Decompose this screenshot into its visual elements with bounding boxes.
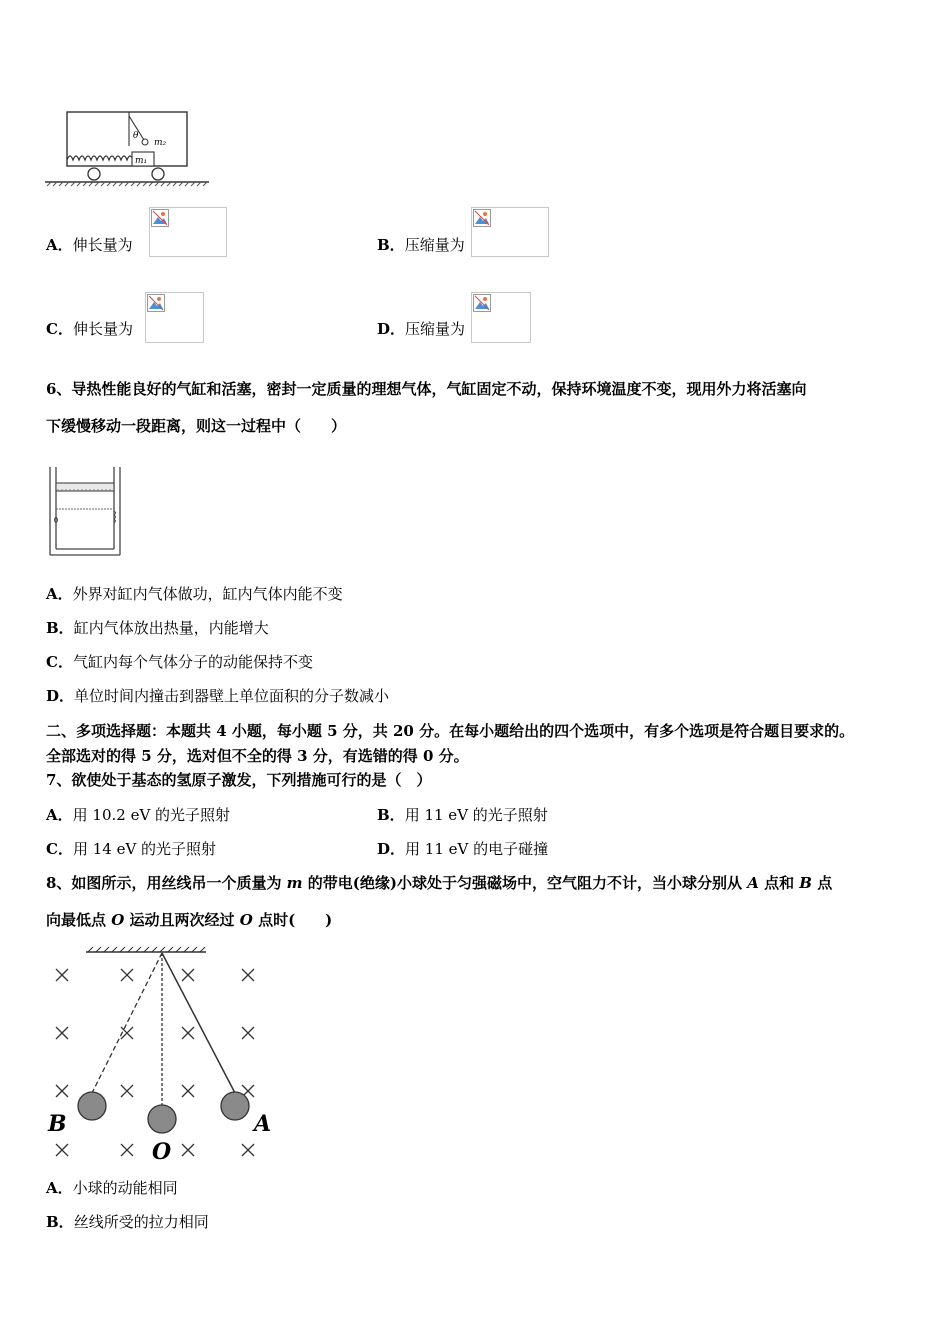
q5-option-a-letter: A． <box>46 236 73 254</box>
q6-option-d-text: 单位时间内撞击到器壁上单位面积的分子数减小 <box>74 687 390 705</box>
q6-stem-line1: 6、导热性能良好的气缸和活塞，密封一定质量的理想气体，气缸固定不动，保持环境温度不变，现用外力将活塞向 <box>46 380 807 398</box>
q5-option-a[interactable] <box>46 235 133 255</box>
q8-stem-text: 运动且两次经过 <box>124 911 240 929</box>
q8-label-o: O <box>152 1139 172 1165</box>
q8-label-b: B <box>48 1111 67 1137</box>
q7-option-a-text: 用 10.2 eV 的光子照射 <box>72 806 231 824</box>
q8-option-a[interactable] <box>46 1178 178 1198</box>
q6-option-d-letter: D． <box>46 687 75 705</box>
q7-option-c-letter: C． <box>46 840 73 858</box>
q8-stem-text: 8、如图所示，用丝线吊一个质量为 <box>46 874 287 892</box>
q7-option-c[interactable] <box>46 839 216 859</box>
q6-option-c-letter: C． <box>46 653 73 671</box>
q5-option-a-text: 伸长量为 <box>72 236 133 254</box>
q6-option-a-letter: A． <box>46 585 73 603</box>
q7-option-b-letter: B． <box>377 806 405 824</box>
q8-stem-text: 的带电(绝缘)小球处于匀强磁场中，空气阻力不计，当小球分别从 <box>302 874 748 892</box>
q5-option-d-image <box>471 292 531 343</box>
q8-stem-line1 <box>46 873 832 893</box>
broken-image-icon <box>151 209 169 227</box>
q5-label-m2: m₂ <box>154 138 167 148</box>
q8-var-o: O <box>239 911 253 929</box>
q5-option-c-image <box>145 292 204 343</box>
q7-option-c-text: 用 14 eV 的光子照射 <box>72 840 217 858</box>
q8-option-a-letter: A． <box>46 1179 73 1197</box>
q8-stem-text: 点和 <box>758 874 800 892</box>
broken-image-icon <box>473 209 491 227</box>
q7-option-d-letter: D． <box>377 840 406 858</box>
q5-option-b-text: 压缩量为 <box>404 236 465 254</box>
broken-image-icon <box>147 294 165 312</box>
q6-stem-line2: 下缓慢移动一段距离，则这一过程中（ ） <box>46 417 347 435</box>
q8-option-b-letter: B． <box>46 1213 74 1231</box>
q6-option-b-letter: B． <box>46 619 74 637</box>
q7-stem: 7、欲使处于基态的氢原子激发，下列措施可行的是（ ） <box>46 771 432 789</box>
q5-label-m1: m₁ <box>135 156 148 166</box>
q8-stem-text: 点时( ) <box>252 911 333 929</box>
section2-instructions-line1: 二、多项选择题：本题共 4 小题，每小题 5 分，共 20 分。在每小题给出的四个选项中，有多个选项是符合题目要求的。 <box>46 722 855 740</box>
broken-image-icon <box>473 294 491 312</box>
q6-option-a[interactable] <box>46 584 343 604</box>
q5-option-d[interactable] <box>377 319 465 339</box>
q6-option-c-text: 气缸内每个气体分子的动能保持不变 <box>72 653 313 671</box>
q5-option-b-image <box>471 207 549 257</box>
q8-var-m: m <box>286 874 303 892</box>
q7-option-b[interactable] <box>377 805 548 825</box>
q5-cart-figure <box>44 108 210 194</box>
q7-option-d[interactable] <box>377 839 548 859</box>
q8-stem-text: 点 <box>811 874 833 892</box>
q5-label-theta: θ <box>133 131 139 141</box>
q6-option-a-text: 外界对缸内气体做功，缸内气体内能不变 <box>72 585 343 603</box>
q8-option-b[interactable] <box>46 1212 209 1232</box>
q7-option-a-letter: A． <box>46 806 73 824</box>
q5-option-c-letter: C． <box>46 320 73 338</box>
section2-instructions-line2: 全部选对的得 5 分，选对但不全的得 3 分，有选错的得 0 分。 <box>46 747 469 765</box>
q8-stem-line2 <box>46 910 332 930</box>
q5-option-c-text: 伸长量为 <box>72 320 133 338</box>
q8-option-a-text: 小球的动能相同 <box>72 1179 178 1197</box>
q8-var-a: A <box>747 874 759 892</box>
q5-option-a-image <box>149 207 227 257</box>
q8-var-o: O <box>111 911 125 929</box>
q6-option-d[interactable] <box>46 686 389 706</box>
q5-option-d-text: 压缩量为 <box>405 320 466 338</box>
q5-option-b-letter: B． <box>377 236 405 254</box>
q6-option-c[interactable] <box>46 652 313 672</box>
q5-option-b[interactable] <box>377 235 465 255</box>
q6-option-b[interactable] <box>46 618 269 638</box>
q7-option-a[interactable] <box>46 805 230 825</box>
q6-cylinder-figure <box>46 465 124 559</box>
q7-option-b-text: 用 11 eV 的光子照射 <box>404 806 548 824</box>
q6-option-b-text: 缸内气体放出热量，内能增大 <box>73 619 269 637</box>
q8-label-a: A <box>254 1111 272 1137</box>
q7-option-d-text: 用 11 eV 的电子碰撞 <box>405 840 549 858</box>
q5-option-d-letter: D． <box>377 320 406 338</box>
q8-pendulum-figure <box>46 945 278 1167</box>
q5-option-c[interactable] <box>46 319 133 339</box>
q8-option-b-text: 丝线所受的拉力相同 <box>73 1213 209 1231</box>
q8-var-b: B <box>799 874 812 892</box>
q8-stem-text: 向最低点 <box>46 911 112 929</box>
